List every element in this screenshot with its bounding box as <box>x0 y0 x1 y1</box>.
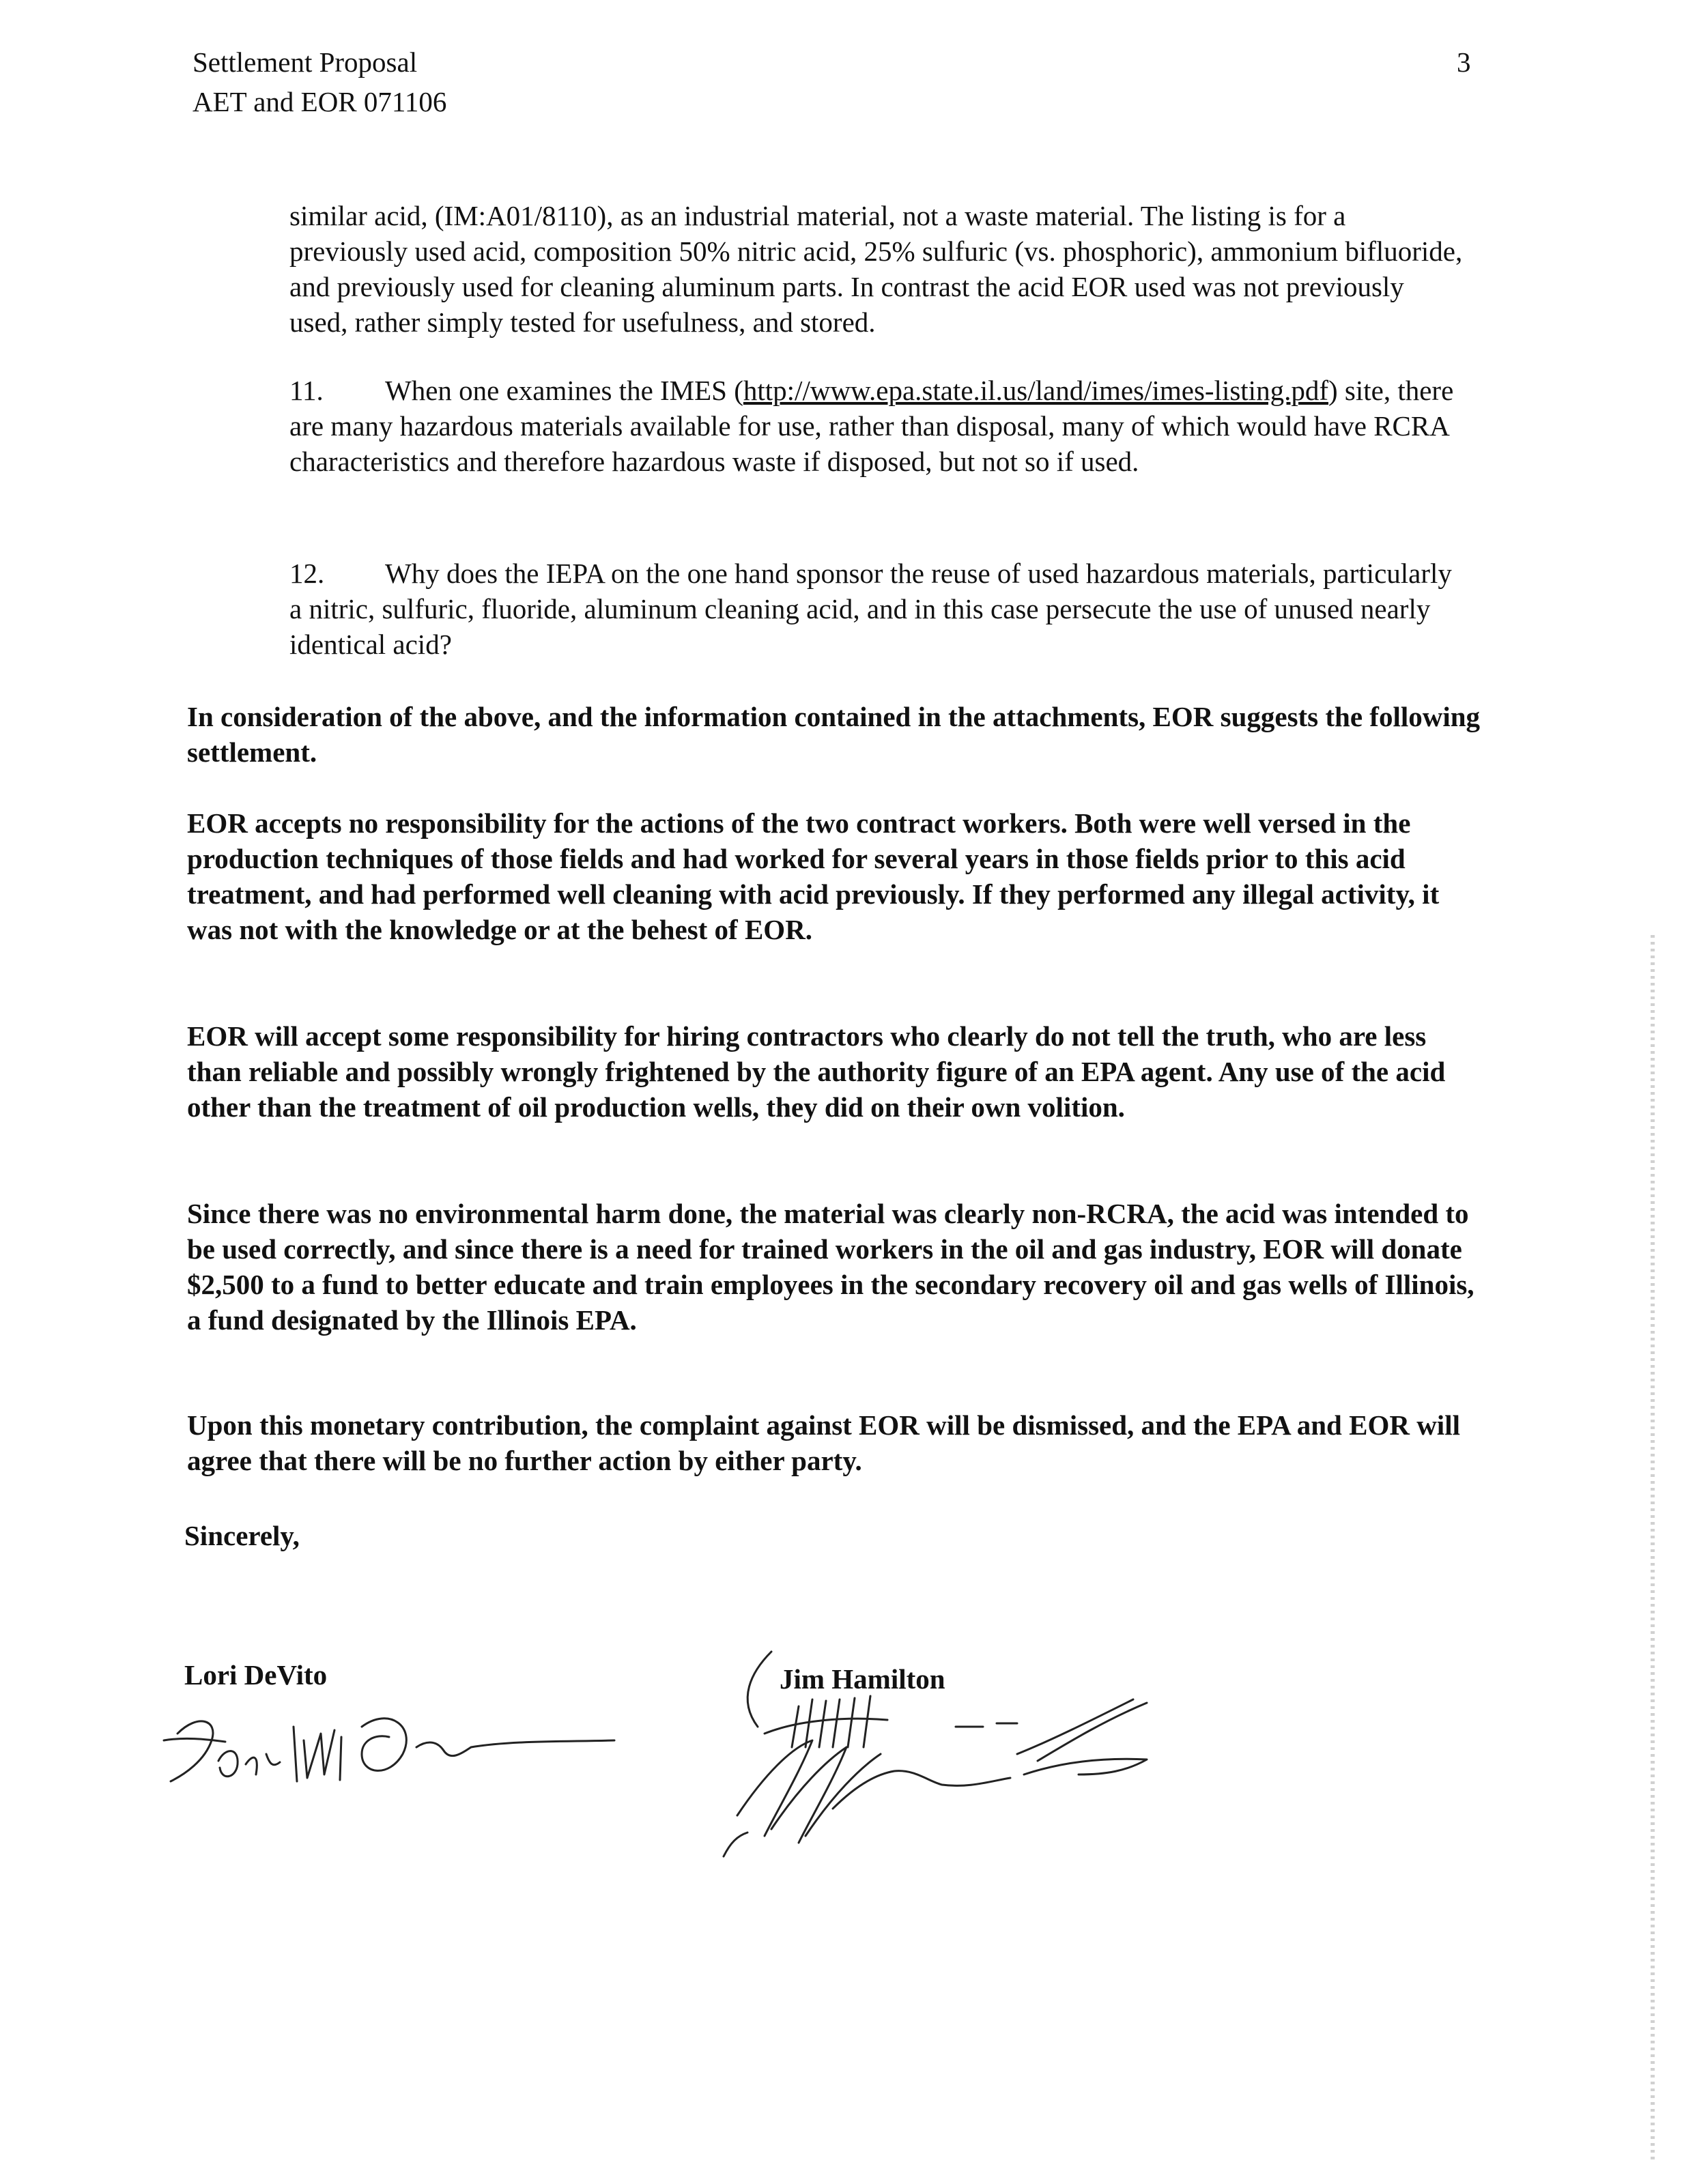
dismissal-paragraph: Upon this monetary contribution, the complaint against EOR will be dismissed, and the EPA and EOR will agree that there will be no further action by either party. <box>187 1409 1460 1476</box>
document-header <box>193 42 446 121</box>
imes-listing-link[interactable]: http://www.epa.state.il.us/land/imes/imes-listing.pdf <box>743 375 1328 406</box>
header-reference: AET and EOR 071106 <box>193 86 447 117</box>
paragraph-12-text <box>289 556 1464 662</box>
consideration-paragraph: In consideration of the above, and the information contained in the attachments, EOR suggests the following settlement. <box>187 701 1481 768</box>
paragraph-12-body: Why does the IEPA on the one hand sponsor the reuse of used hazardous materials, particularly a nitric, sulfuric, fluoride, aluminum cleaning acid, and in this case persecute the use of unused nearly identical acid? <box>289 558 1452 660</box>
signatory-name-left: Lori DeVito <box>184 1659 328 1691</box>
paragraph-11 <box>289 373 1464 479</box>
paragraph-continuation <box>289 198 1464 340</box>
closing-salutation: Sincerely, <box>184 1520 300 1551</box>
some-responsibility-paragraph: EOR will accept some responsibility for hiring contractors who clearly do not tell the truth, who are less than reliable and possibly wrongly frightened by the authority figure of an EPA agent. Any use of the acid other than the treatment of oil production wells, they did on their own volition. <box>187 1020 1446 1123</box>
paragraph-12-number: 12. <box>289 558 325 589</box>
paragraph-11-text <box>289 373 1464 479</box>
no-responsibility-paragraph: EOR accepts no responsibility for the actions of the two contract workers. Both were well versed in the production techniques of those fields and had worked for several years in those fields prior to this acid treatment, and had performed well cleaning with acid previously. If they performed any illegal activity, it was not with the knowledge or at the behest of EOR. <box>187 807 1440 945</box>
header-title: Settlement Proposal <box>193 46 418 78</box>
paragraph-12 <box>289 556 1464 662</box>
paragraph-11-text-after: ) site, there are many hazardous materials available for use, rather than disposal, many of which would have RCRA characteristics and therefore hazardous waste if disposed, but not so if used. <box>289 375 1454 477</box>
paragraph-11-number: 11. <box>289 375 324 406</box>
page-number: 3 <box>1457 46 1471 78</box>
donation-paragraph: Since there was no environmental harm done, the material was clearly non-RCRA, the acid was intended to be used correctly, and since there is a need for trained workers in the oil and gas industry, EOR will donate $2,500 to a fund to better educate and train employees in the secondary recovery oil and gas wells of Illinois, a fund designated by the Illinois EPA. <box>187 1198 1474 1336</box>
signatory-name-right: Jim Hamilton <box>780 1663 945 1695</box>
scan-artifact-line <box>1651 935 1655 2164</box>
paragraph-11-text-before: When one examines the IMES ( <box>385 375 743 406</box>
signature-lori-devito <box>157 1699 621 1809</box>
paragraph-continuation-text: similar acid, (IM:A01/8110), as an industrial material, not a waste material. The listing is for a previously used acid, composition 50% nitric acid, 25% sulfuric (vs. phosphoric), ammonium bifluoride, and previously used for cleaning aluminum parts. In contrast the acid EOR used was not previously used, rather simply tested for usefulness, and stored. <box>289 200 1463 338</box>
signature-jim-hamilton <box>696 1638 1174 1863</box>
